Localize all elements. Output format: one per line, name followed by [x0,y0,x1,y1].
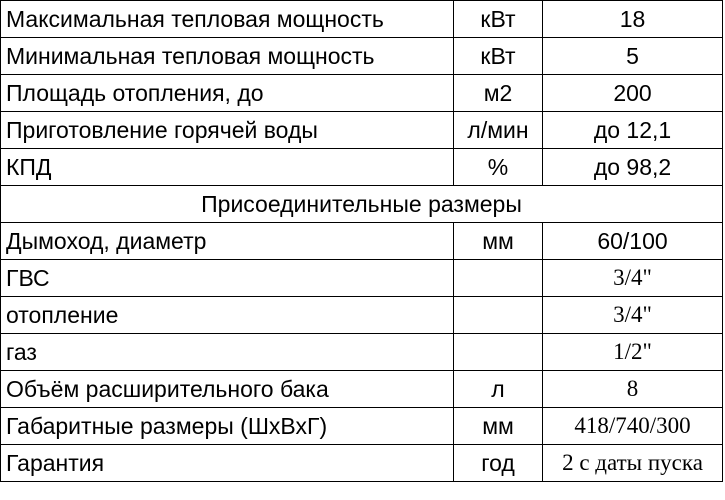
unit-cell [454,260,543,297]
param-cell: Минимальная тепловая мощность [1,38,454,75]
value-cell: 3/4" [543,297,723,334]
table-row [1,408,723,445]
value-cell: 1/2" [543,334,723,371]
value-cell: до 98,2 [543,149,723,186]
value-cell: до 12,1 [543,112,723,149]
value-cell: 8 [543,371,723,408]
param-cell: Максимальная тепловая мощность [1,1,454,38]
param-cell: Объём расширительного бака [1,371,454,408]
table-row [1,223,723,260]
param-cell: Гарантия [1,445,454,482]
param-cell: Площадь отопления, до [1,75,454,112]
param-cell: отопление [1,297,454,334]
table-row [1,75,723,112]
unit-cell: мм [454,408,543,445]
table-row [1,334,723,371]
table-row [1,371,723,408]
value-cell: 18 [543,1,723,38]
unit-cell: кВт [454,38,543,75]
value-cell: 60/100 [543,223,723,260]
value-cell: 3/4" [543,260,723,297]
param-cell: газ [1,334,454,371]
section-row [1,186,723,223]
unit-cell [454,297,543,334]
table-row [1,112,723,149]
param-cell: Габаритные размеры (ШхВхГ) [1,408,454,445]
table-row [1,1,723,38]
table-row [1,445,723,482]
unit-cell: м2 [454,75,543,112]
param-cell: Приготовление горячей воды [1,112,454,149]
table-row [1,297,723,334]
value-cell: 200 [543,75,723,112]
table-row [1,149,723,186]
value-cell: 418/740/300 [543,408,723,445]
unit-cell: год [454,445,543,482]
unit-cell: мм [454,223,543,260]
unit-cell: л [454,371,543,408]
unit-cell: л/мин [454,112,543,149]
unit-cell: кВт [454,1,543,38]
value-cell: 5 [543,38,723,75]
param-cell: ГВС [1,260,454,297]
table-row [1,260,723,297]
section-title: Присоединительные размеры [1,186,723,223]
param-cell: КПД [1,149,454,186]
table-row [1,38,723,75]
unit-cell: % [454,149,543,186]
value-cell: 2 с даты пуска [543,445,723,482]
unit-cell [454,334,543,371]
param-cell: Дымоход, диаметр [1,223,454,260]
